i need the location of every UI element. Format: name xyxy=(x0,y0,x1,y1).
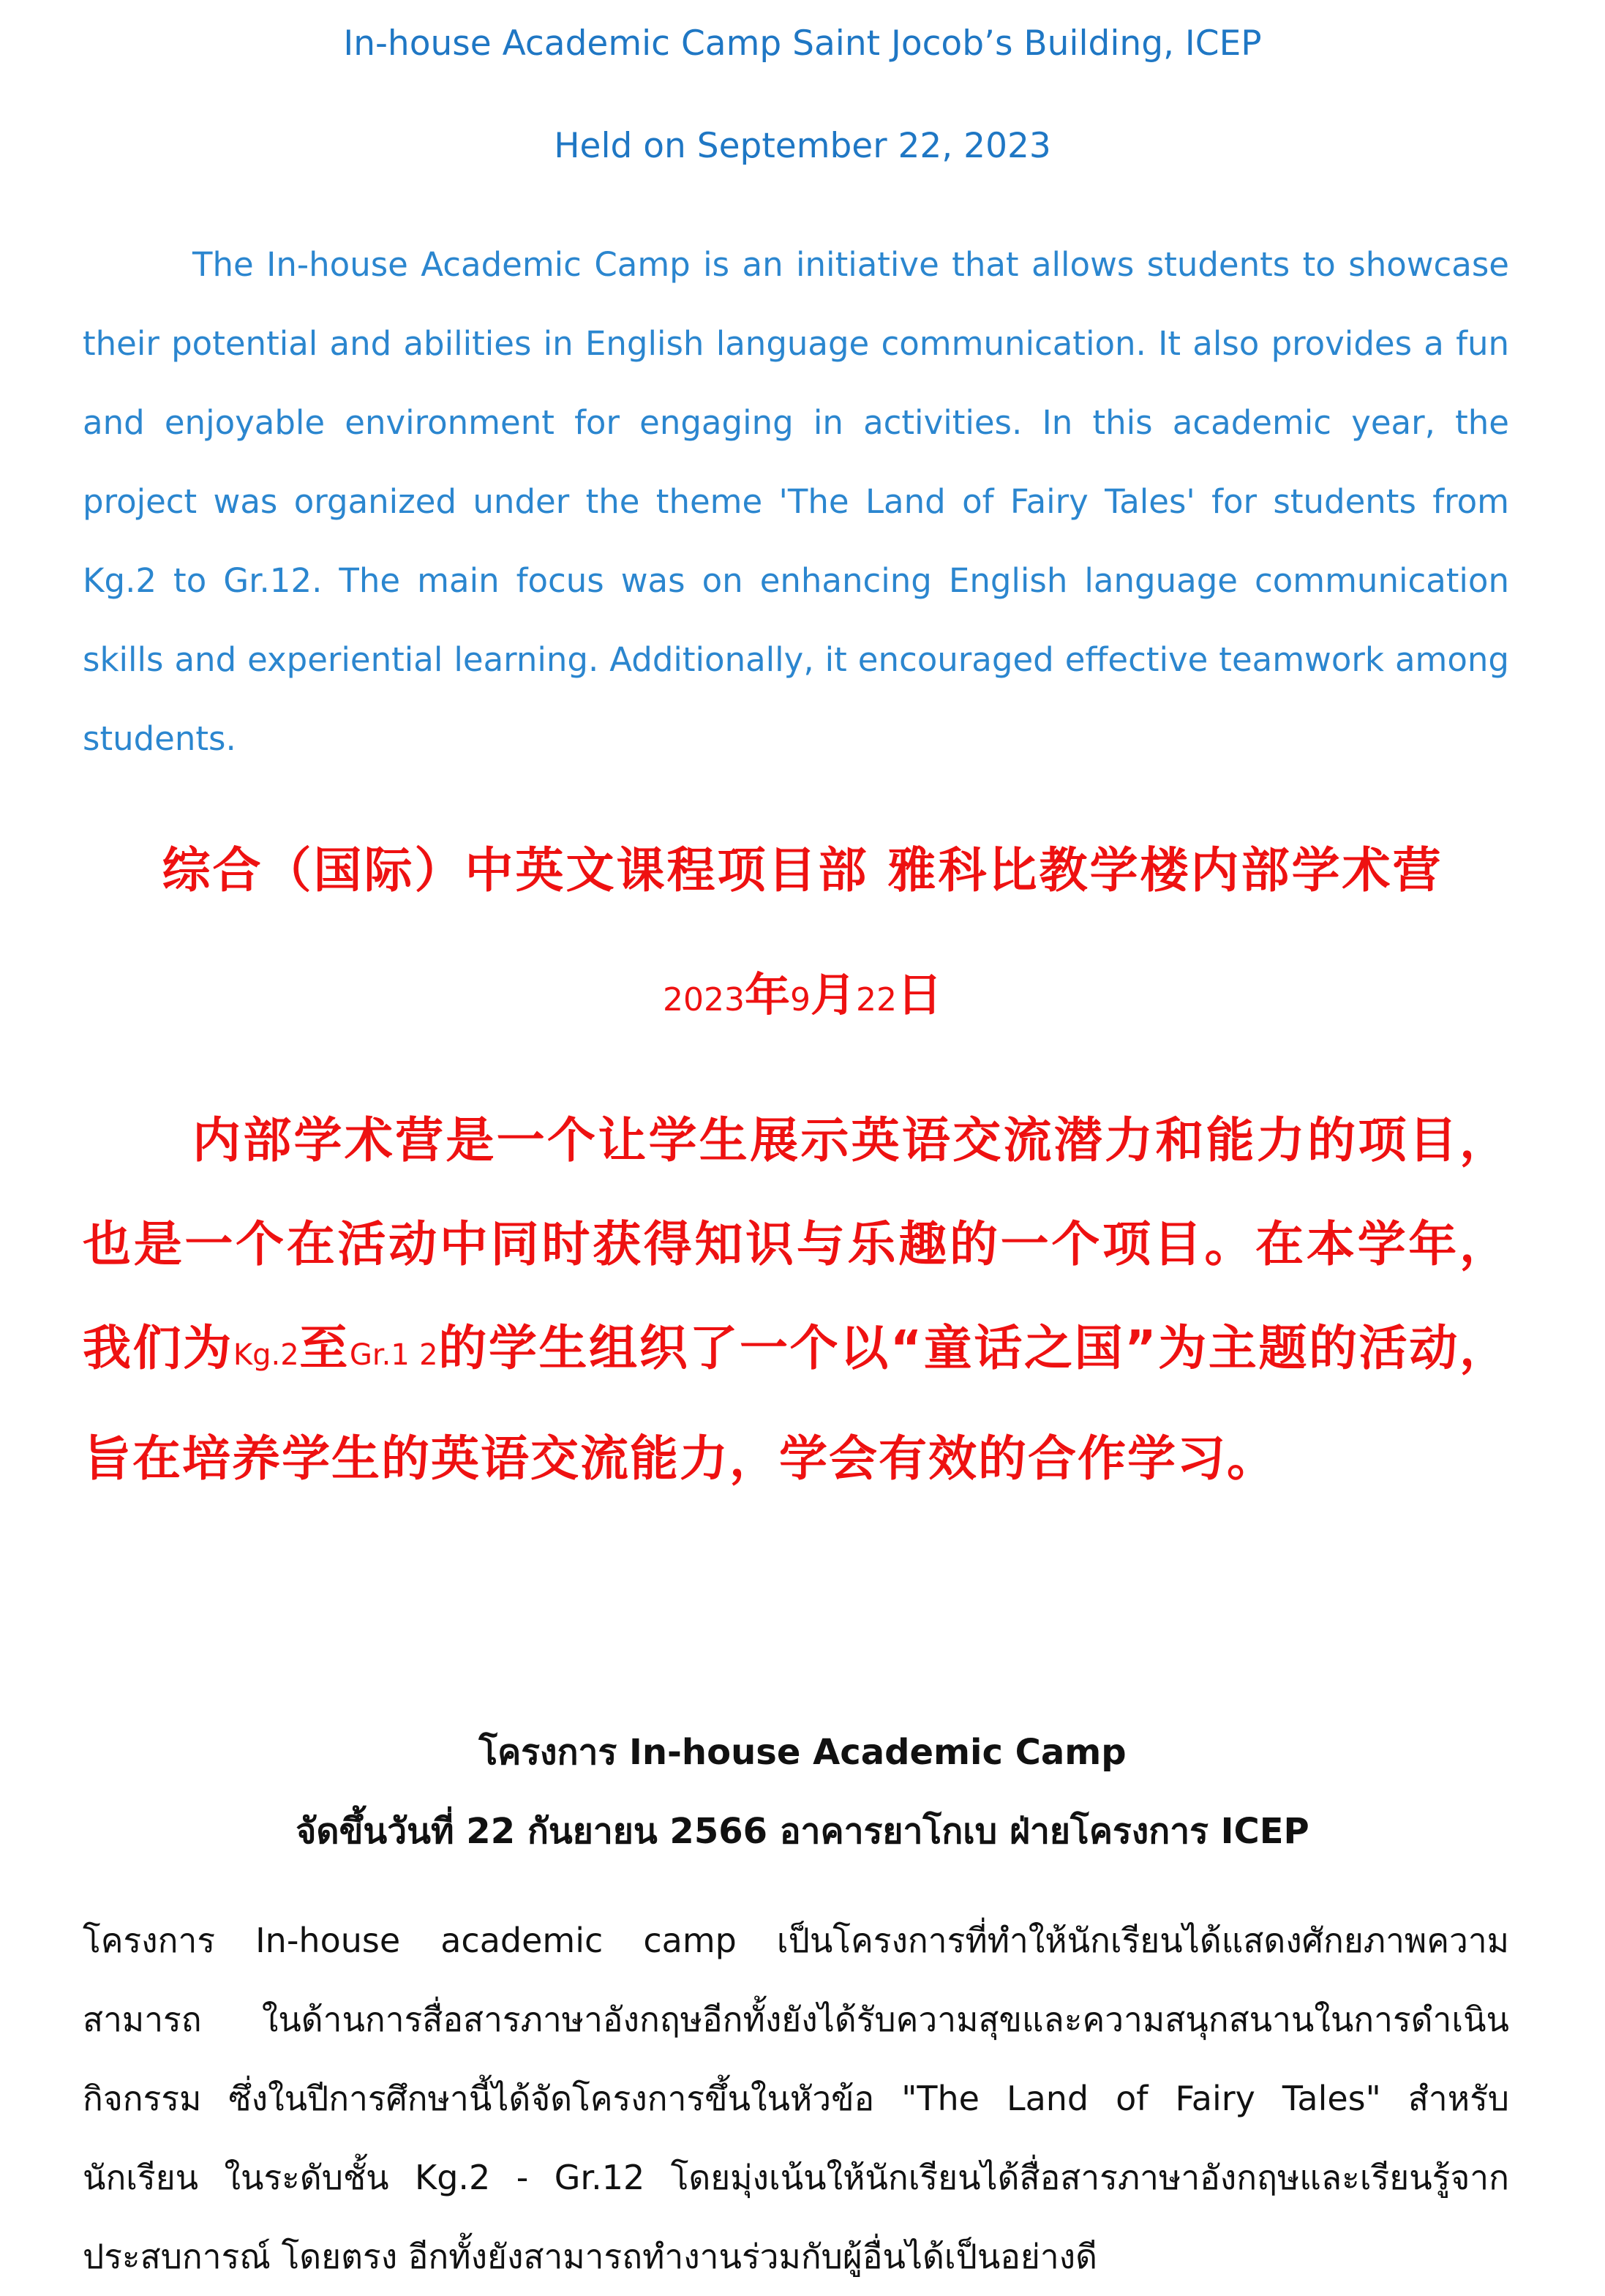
thai-title: โครงการ In-house Academic Camp xyxy=(478,1732,1127,1773)
chinese-date-year: 2023 xyxy=(662,981,745,1018)
chinese-title: 综合（国际）中英文课程项目部 雅科比教学楼内部学术营 xyxy=(162,842,1443,898)
thai-paragraph: โครงการ In-house academic camp เป็นโครงการที่ทำให้นักเรียนได้แสดงศักยภาพความสามารถ ในด้านการสื่อสารภาษาอังกฤษอีกทั้งยังได้รับความสุขและความสนุกสนานในการดำเนินกิจกรรม ซึ่งในปีการศึกษานี้ได้จัดโครงการขึ้นในหัวข้อ "The Land of Fairy Tales" สำหรับนักเรียน ในระดับชั้น Kg.2 - Gr.12 โดยมุ่งเน้นให้นักเรียนได้สื่อสารภาษาอังกฤษและเรียนรู้จากประสบการณ์ โดยตรง อีกทั้งยังสามารถทำงานร่วมกับผู้อื่นได้เป็นอย่างดี xyxy=(83,1921,1509,2276)
english-date: Held on September 22, 2023 xyxy=(554,126,1051,166)
chinese-date xyxy=(0,966,1605,1029)
english-paragraph: The In-house Academic Camp is an initiative that allows students to showcase their potential and abilities in English language communication. It also provides a fun and enjoyable environment for engaging in activities. In this academic year, the project was organized under the theme 'The Land of Fairy Tales' for students from Kg.2 to Gr.12. The main focus was on enhancing English language communication skills and experiential learning. Additionally, it encouraged effective teamwork among students. xyxy=(83,245,1509,758)
chinese-paragraph-part1: 内部学术营是一个让学生展示英语交流潜力和能力的项目，也是一个在活动中同时获得知识与乐趣的一个项目。在本学年，我们为 xyxy=(83,1112,1509,1376)
chinese-date-day-char: 日 xyxy=(897,968,943,1021)
chinese-paragraph xyxy=(83,1089,1509,1511)
chinese-grade-from: Kg.2 xyxy=(233,1338,299,1372)
chinese-date-year-char: 年 xyxy=(744,968,790,1021)
chinese-date-month-char: 月 xyxy=(810,968,856,1021)
chinese-date-month: 9 xyxy=(789,981,811,1018)
chinese-paragraph-part3: 的学生组织了一个以“童话之国”为主题的活动，旨在培养学生的英语交流能力，学会有效的合作学习。 xyxy=(83,1320,1509,1487)
chinese-paragraph-part2: 至 xyxy=(298,1320,350,1376)
chinese-date-day: 22 xyxy=(856,981,897,1018)
thai-subtitle: จัดขึ้นวันที่ 22 กันยายน 2566 อาคารยาโกเบ ฝ่ายโครงการ ICEP xyxy=(296,1811,1309,1852)
english-title: In-house Academic Camp Saint Jocob’s Building, ICEP xyxy=(343,23,1262,64)
chinese-grade-to: Gr.1 2 xyxy=(349,1338,438,1372)
